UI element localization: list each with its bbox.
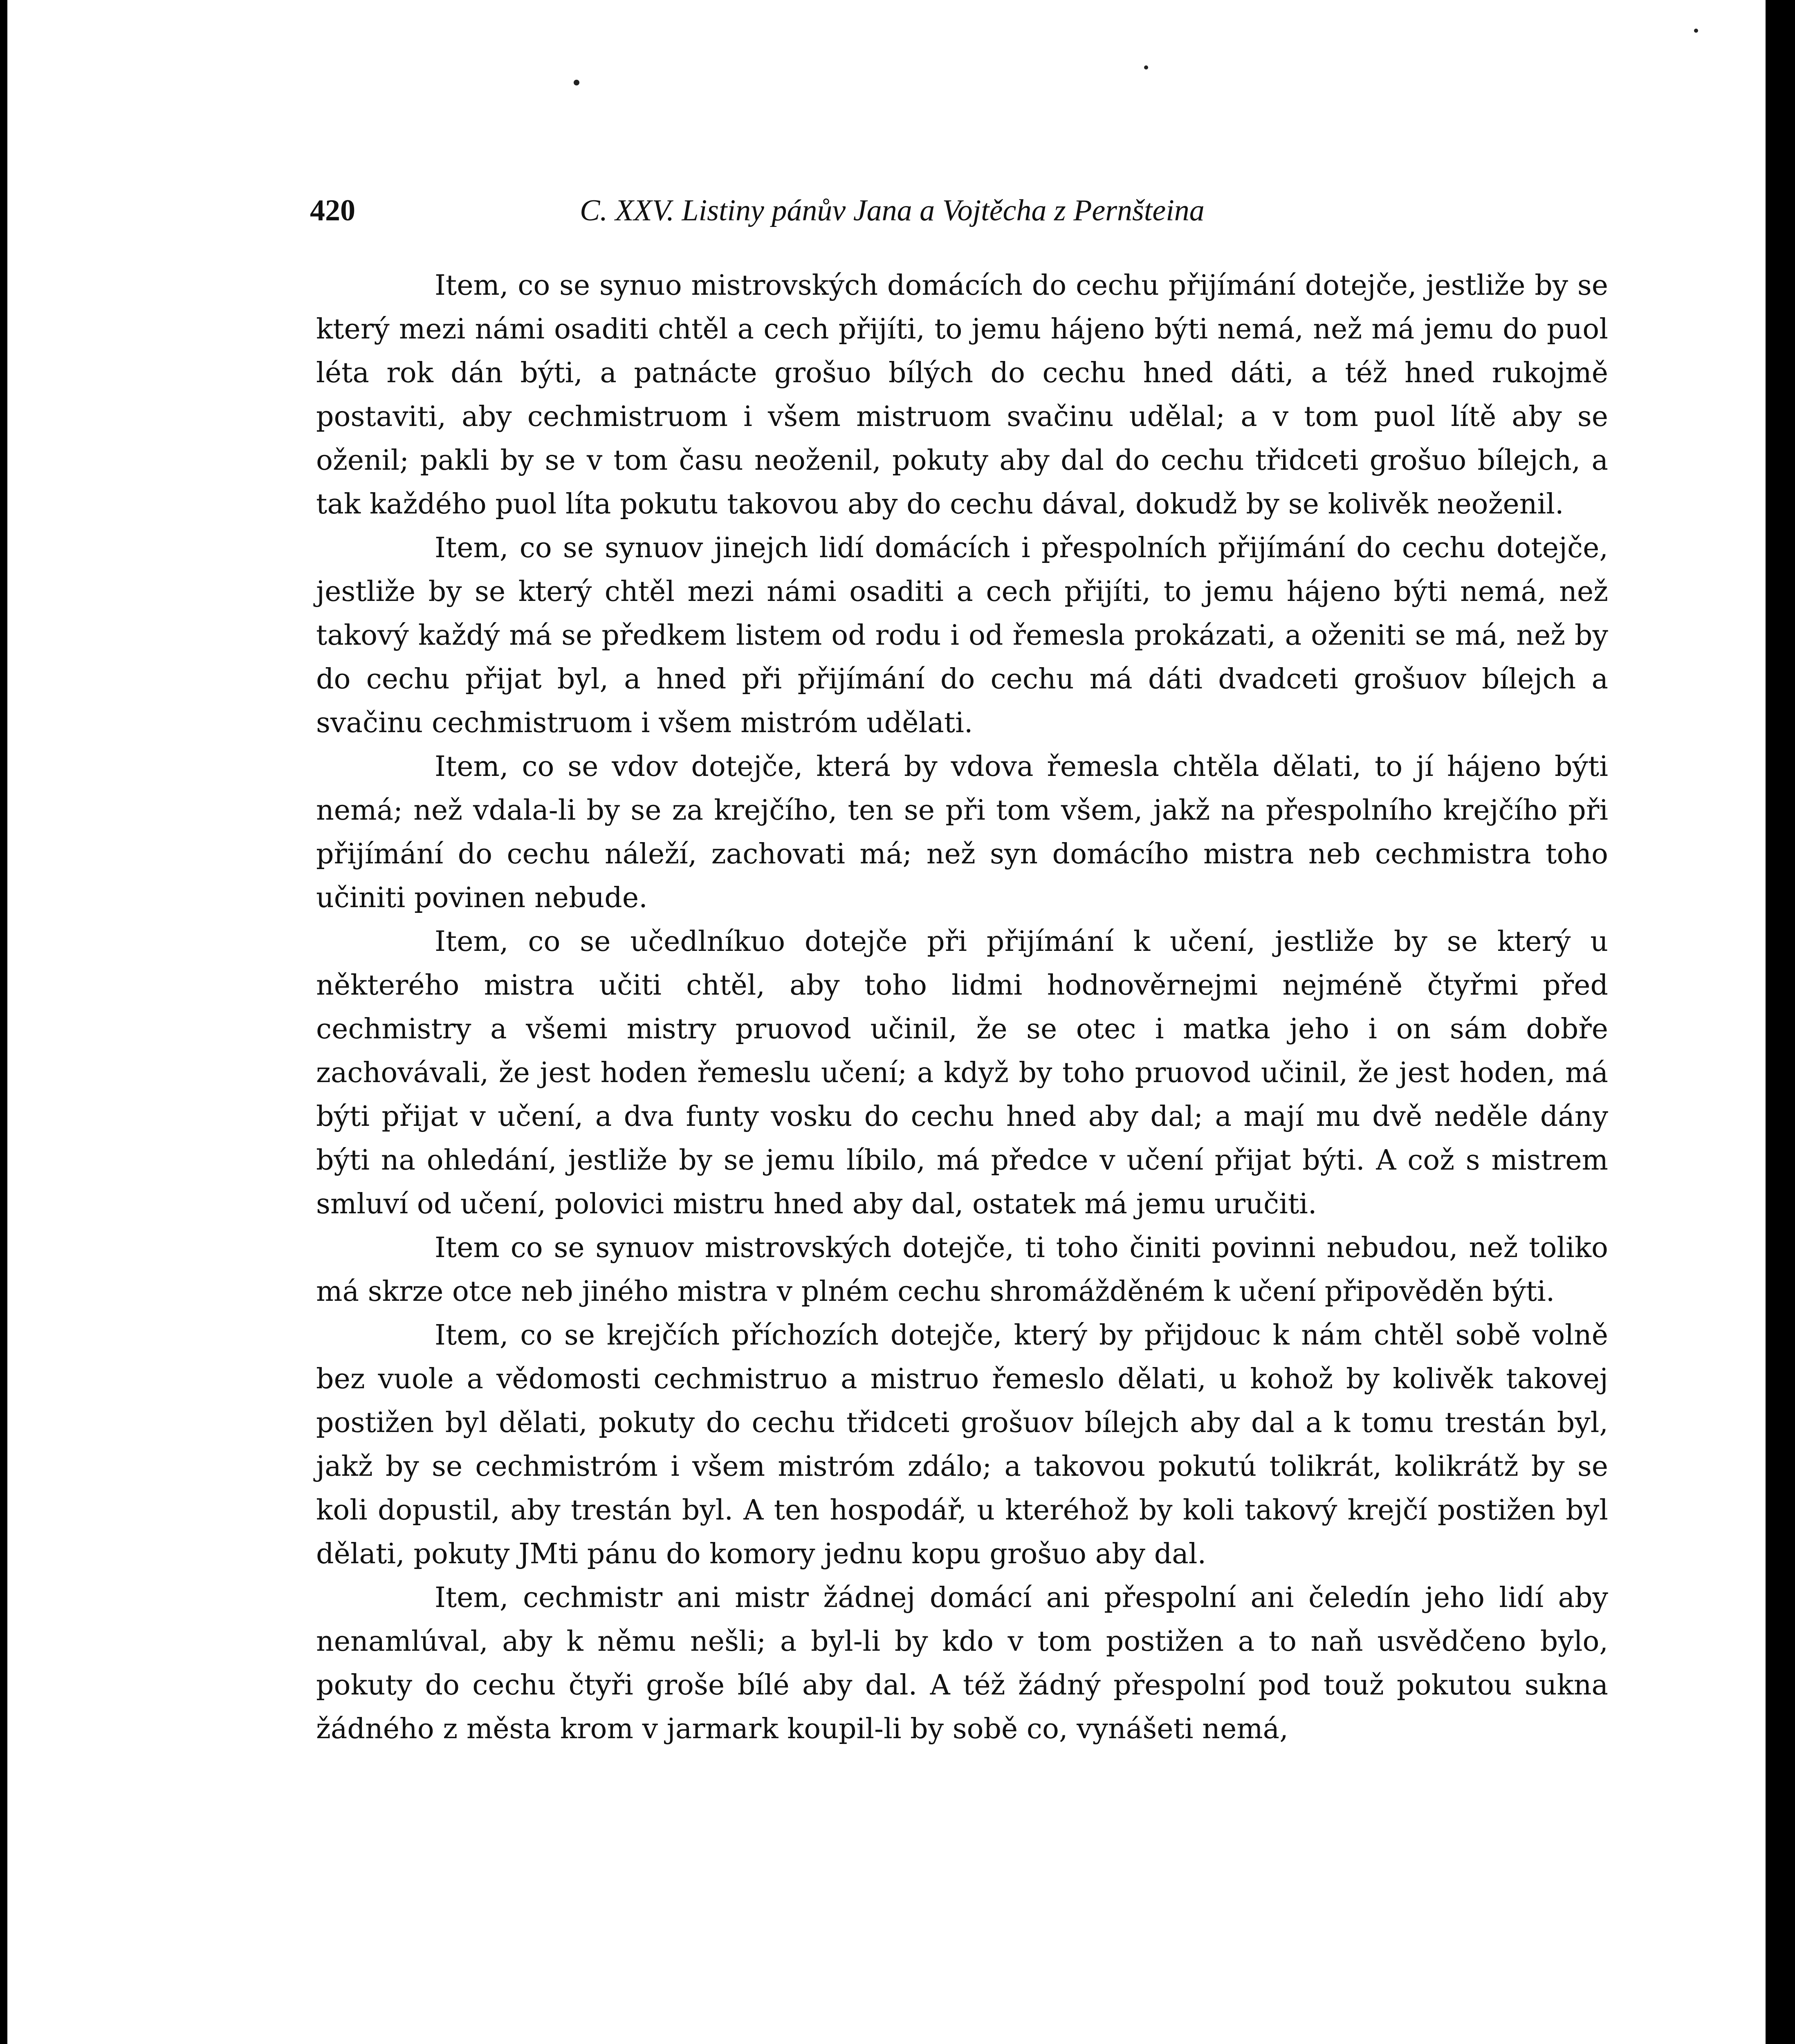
- paragraph-5: Item co se synuov mistrovských dotejče, ti toho činiti povinni nebudou, než toliko má skrze otce neb jiného mistra v plném cechu shromážděném k učení připověděn býti.: [316, 1232, 1608, 1308]
- ink-speck: [1694, 29, 1698, 33]
- paragraph-6: Item, co se krejčích příchozích dotejče, který by přijdouc k nám chtěl sobě volně bez vuole a vědomosti cechmistruo a mistruo řemeslo dělati, u kohož by kolivěk takovej postižen byl dělati, pokuty do cechu třidceti grošuov bílejch aby dal a k tomu trestán byl, jakž by se cechmistróm i všem mistróm zdálo; a takovou pokutú tolikrát, kolikrátž by se koli dopustil, aby trestán byl. A ten hospodář, u kteréhož by koli takový krejčí postižen byl dělati, pokuty JMti pánu do komory jednu kopu grošuo aby dal.: [316, 1319, 1608, 1570]
- ink-speck: [574, 80, 579, 85]
- paragraph-1: Item, co se synuo mistrovských domácích do cechu přijímání dotejče, jestliže by se který mezi námi osaditi chtěl a cech přijíti, to jemu hájeno býti nemá, než má jemu do puol léta rok dán býti, a patnácte grošuo bílých do cechu hned dáti, a též hned rukojmě postaviti, aby cechmistruom i všem mistruom svačinu udělal; a v tom puol lítě aby se oženil; pakli by se v tom času neoženil, pokuty aby dal do cechu třidceti grošuo bílejch, a tak každého puol líta pokutu takovou aby do cechu dával, dokudž by se kolivěk neoženil.: [316, 269, 1608, 520]
- scan-border: [1766, 0, 1795, 2044]
- paragraph-2: Item, co se synuov jinejch lidí domácích i přespolních přijímání do cechu dotejče, jestliže by se který chtěl mezi námi osaditi a cech přijíti, to jemu hájeno býti nemá, než takový každý má se předkem listem od rodu i od řemesla prokázati, a oženiti se má, než by do cechu přijat byl, a hned při přijímání do cechu má dáti dvadceti grošuov bílejch a svačinu cechmistruom i všem mistróm udělati.: [316, 532, 1608, 739]
- book-page: [7, 0, 1766, 2044]
- running-title: C. XXV. Listiny pánův Jana a Vojtěcha z Pernšteina: [580, 194, 1205, 227]
- paragraph-7: Item, cechmistr ani mistr žádnej domácí ani přespolní ani čeledín jeho lidí aby nenamlúval, aby k němu nešli; a byl-li by kdo v tom postižen a to naň usvědčeno bylo, pokuty do cechu čtyři groše bílé aby dal. A též žádný přespolní pod touž pokutou sukna žádného z města krom v jarmark koupil-li by sobě co, vynášeti nemá,: [316, 1582, 1608, 1745]
- paragraph-4: Item, co se učedlníkuo dotejče při přijímání k učení, jestliže by se který u některého mistra učiti chtěl, aby toho lidmi hodnověrnejmi nejméně čtyřmi před cechmistry a všemi mistry pruovod učinil, že se otec i matka jeho i on sám dobře zachovávali, že jest hoden řemeslu učení; a když by toho pruovod učinil, že jest hoden, má býti přijat v učení, a dva funty vosku do cechu hned aby dal; a mají mu dvě neděle dány býti na ohledání, jestliže by se jemu líbilo, má předce v učení přijat býti. A což s mistrem smluví od učení, polovici mistru hned aby dal, ostatek má jemu uručiti.: [316, 926, 1608, 1220]
- page-header: [310, 182, 1373, 231]
- ink-speck: [1144, 65, 1148, 69]
- page-number: 420: [310, 194, 355, 227]
- paragraph-3: Item, co se vdov dotejče, která by vdova řemesla chtěla dělati, to jí hájeno býti nemá; než vdala-li by se za krejčího, ten se při tom všem, jakž na přespolního krejčího při přijímání do cechu náleží, zachovati má; než syn domácího mistra neb cechmistra toho učiniti povinen nebude.: [316, 751, 1608, 914]
- body-text: [316, 264, 1608, 1751]
